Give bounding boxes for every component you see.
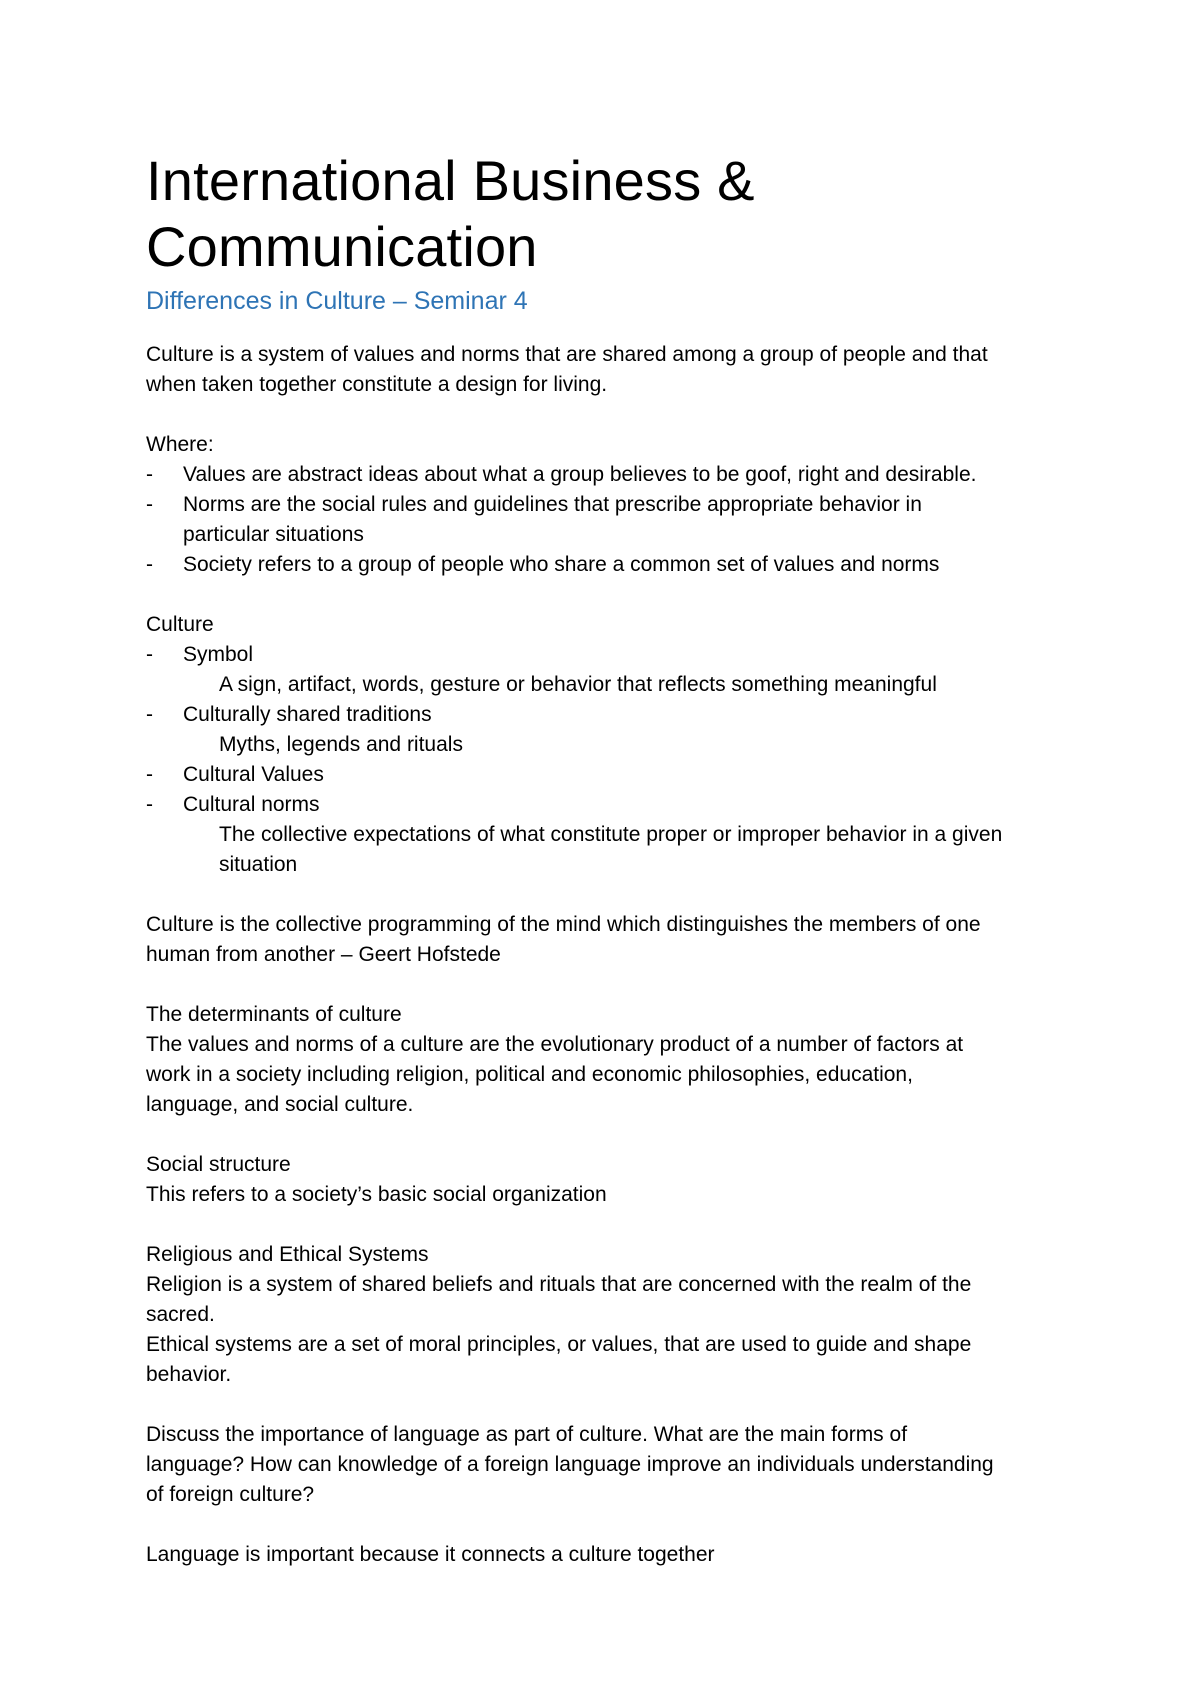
list-item-text: Cultural norms — [183, 793, 320, 816]
list-item-text: Society refers to a group of people who share a common set of values and norms — [183, 553, 940, 576]
list-item-detail: A sign, artifact, words, gesture or behavior that reflects something meaningful — [219, 673, 937, 696]
religious-line-2: sacred. — [146, 1303, 215, 1326]
bullet-dash: - — [146, 463, 153, 486]
question-line-2: language? How can knowledge of a foreign language improve an individuals understanding — [146, 1453, 994, 1476]
list-item-text: Symbol — [183, 643, 254, 666]
list-item — [146, 700, 1066, 730]
where-heading: Where: — [146, 433, 214, 456]
religious-line-1: Religion is a system of shared beliefs and rituals that are concerned with the realm of the — [146, 1273, 972, 1296]
detail-line-1: The collective expectations of what constitute proper or improper behavior in a given — [219, 823, 1003, 846]
social-paragraph: This refers to a society’s basic social organization — [146, 1183, 607, 1206]
document-title — [146, 148, 1066, 280]
social-heading: Social structure — [146, 1153, 291, 1176]
list-item-text: Cultural Values — [183, 763, 324, 786]
intro-line-1: Culture is a system of values and norms that are shared among a group of people and that — [146, 343, 988, 366]
list-item-text: Values are abstract ideas about what a group believes to be goof, right and desirable. — [183, 463, 977, 486]
question-line-1: Discuss the importance of language as part of culture. What are the main forms of — [146, 1423, 908, 1446]
bullet-dash: - — [146, 493, 153, 516]
title-line-2: Communication — [146, 215, 538, 278]
document-subtitle: Differences in Culture – Seminar 4 — [146, 287, 528, 315]
determinants-line-2: work in a society including religion, political and economic philosophies, education, — [146, 1063, 913, 1086]
list-item — [146, 460, 1066, 490]
religious-paragraph — [146, 1270, 1066, 1390]
religious-line-3: Ethical systems are a set of moral principles, or values, that are used to guide and shape — [146, 1333, 972, 1356]
list-item — [146, 490, 1066, 550]
religious-line-4: behavior. — [146, 1363, 232, 1386]
question-paragraph — [146, 1420, 1066, 1510]
hofstede-line-2: human from another – Geert Hofstede — [146, 943, 501, 966]
list-item — [146, 790, 1066, 820]
bullet-dash: - — [146, 703, 153, 726]
list-item-text: Norms are the social rules and guidelines that prescribe appropriate behavior in particular situations — [183, 493, 922, 546]
determinants-heading: The determinants of culture — [146, 1003, 402, 1026]
list-item — [146, 550, 1066, 580]
document-page — [146, 148, 1066, 1570]
culture-heading: Culture — [146, 613, 214, 636]
determinants-line-1: The values and norms of a culture are the evolutionary product of a number of factors at — [146, 1033, 964, 1056]
list-item — [146, 760, 1066, 790]
bullet-dash: - — [146, 793, 153, 816]
hofstede-line-1: Culture is the collective programming of the mind which distinguishes the members of one — [146, 913, 981, 936]
intro-line-2: when taken together constitute a design for living. — [146, 373, 608, 396]
bullet-dash: - — [146, 763, 153, 786]
list-item-detail: Myths, legends and rituals — [219, 733, 463, 756]
determinants-paragraph — [146, 1030, 1066, 1120]
answer-paragraph: Language is important because it connects a culture together — [146, 1543, 715, 1566]
list-item — [146, 640, 1066, 670]
title-line-1: International Business & — [146, 149, 755, 212]
religious-heading: Religious and Ethical Systems — [146, 1243, 429, 1266]
list-item-text: Culturally shared traditions — [183, 703, 432, 726]
question-line-3: of foreign culture? — [146, 1483, 315, 1506]
detail-line-2: situation — [219, 853, 298, 876]
bullet-dash: - — [146, 553, 153, 576]
hofstede-paragraph — [146, 910, 1066, 970]
list-item-detail — [219, 820, 1066, 880]
bullet-dash: - — [146, 643, 153, 666]
intro-paragraph — [146, 340, 1066, 400]
determinants-line-3: language, and social culture. — [146, 1093, 414, 1116]
